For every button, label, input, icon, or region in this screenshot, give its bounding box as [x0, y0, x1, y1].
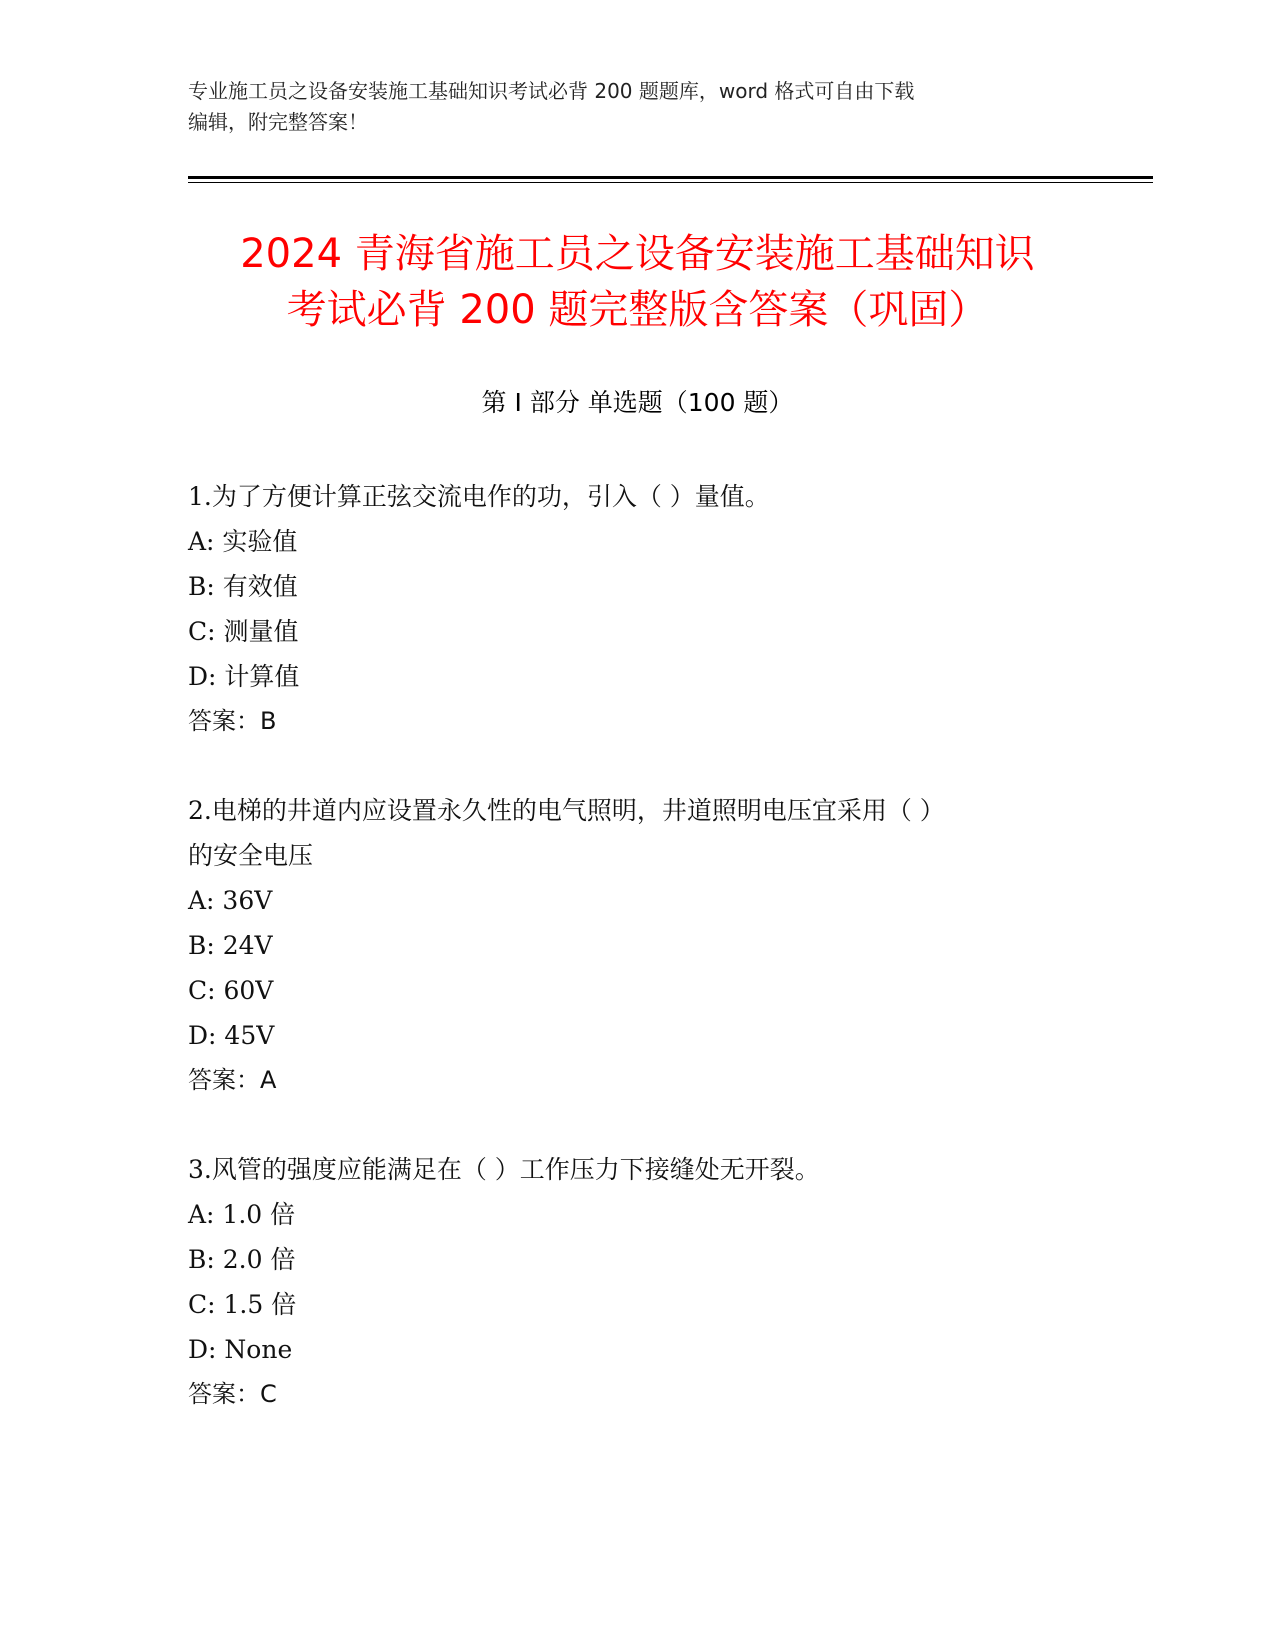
- question-text: 2.电梯的井道内应设置永久性的电气照明，井道照明电压宜采用（ ）: [188, 796, 945, 825]
- question-1: [188, 474, 1088, 744]
- header-note-line-2: 编辑，附完整答案！: [188, 110, 368, 134]
- option-a: A: 1.0 倍: [188, 1200, 296, 1229]
- option-b: B: 24V: [188, 931, 273, 960]
- header-note: [188, 76, 1088, 138]
- answer-label: 答案：A: [188, 1066, 277, 1094]
- document-title: [100, 226, 1175, 338]
- option-a: A: 36V: [188, 886, 273, 915]
- section-title: 第 I 部分 单选题（100 题）: [481, 388, 794, 417]
- header-divider-thick: [188, 176, 1153, 179]
- document-title-line-1: 2024 青海省施工员之设备安装施工基础知识: [240, 231, 1035, 277]
- question-list: [188, 474, 1088, 1461]
- answer-label: 答案：B: [188, 707, 277, 735]
- question-text-continued: 的安全电压: [188, 841, 314, 870]
- option-b: B: 有效值: [188, 572, 298, 601]
- answer-label: 答案：C: [188, 1380, 277, 1408]
- question-2: [188, 788, 1088, 1103]
- header-note-line-1: 专业施工员之设备安装施工基础知识考试必背 200 题题库，word 格式可自由下载: [188, 79, 915, 103]
- option-a: A: 实验值: [188, 527, 298, 556]
- option-d: D: None: [188, 1335, 293, 1364]
- option-c: C: 1.5 倍: [188, 1290, 297, 1319]
- option-c: C: 60V: [188, 976, 274, 1005]
- question-text: 3.风管的强度应能满足在（ ）工作压力下接缝处无开裂。: [188, 1155, 820, 1184]
- option-b: B: 2.0 倍: [188, 1245, 296, 1274]
- question-3: [188, 1147, 1088, 1417]
- option-c: C: 测量值: [188, 617, 299, 646]
- option-d: D: 计算值: [188, 662, 300, 691]
- header-divider-thin: [188, 182, 1153, 183]
- option-d: D: 45V: [188, 1021, 275, 1050]
- question-text: 1.为了方便计算正弦交流电作的功，引入（ ）量值。: [188, 482, 770, 511]
- document-title-line-2: 考试必背 200 题完整版含答案（巩固）: [286, 287, 989, 333]
